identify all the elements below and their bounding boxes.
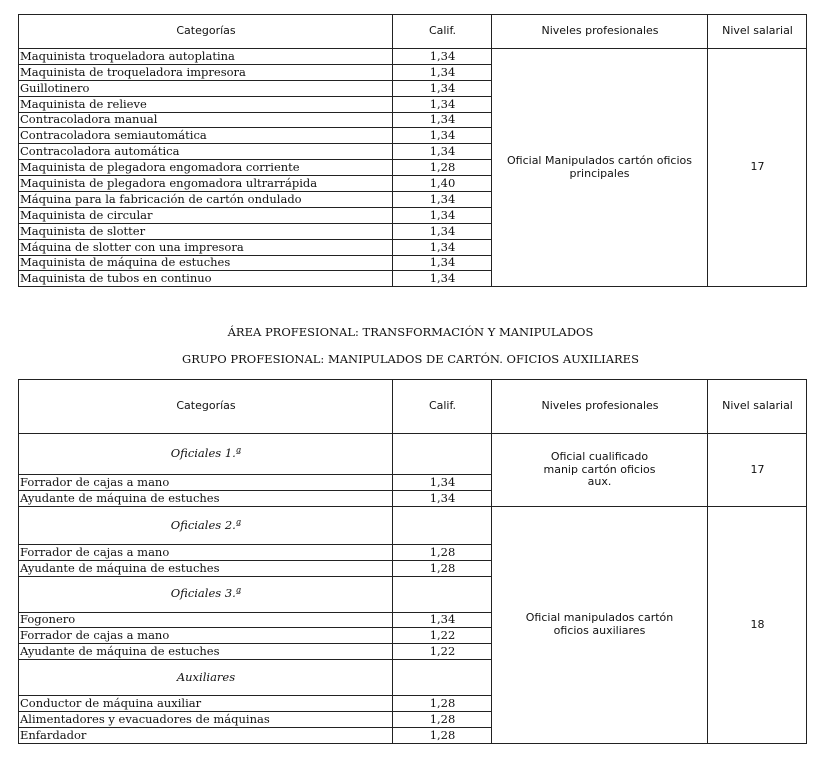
calif: 1,34 [393,490,492,506]
header-categorias: Categorías [19,380,393,434]
categoria: Máquina para la fabricación de cartón ondulado [19,192,393,208]
calif: 1,34 [393,475,492,491]
categoria: Enfardador [19,728,393,744]
calif: 1,28 [393,696,492,712]
empty-cell [393,660,492,696]
categoria: Forrador de cajas a mano [19,628,393,644]
categoria: Maquinista de troqueladora impresora [19,64,393,80]
header-categorias: Categorías [19,15,393,49]
calif: 1,34 [393,271,492,287]
categoria: Forrador de cajas a mano [19,544,393,560]
nivel-salarial-18: 18 [708,506,807,743]
calif: 1,34 [393,64,492,80]
calif: 1,34 [393,223,492,239]
categoria: Máquina de slotter con una impresora [19,239,393,255]
table-oficios-auxiliares [18,379,807,744]
calif: 1,34 [393,239,492,255]
calif: 1,34 [393,192,492,208]
calif: 1,28 [393,560,492,576]
categoria: Maquinista de plegadora engomadora corriente [19,160,393,176]
nivel-salarial-17: 17 [708,49,807,287]
categoria: Contracoladora semiautomática [19,128,393,144]
calif: 1,34 [393,207,492,223]
table1-body [19,49,807,287]
categoria: Ayudante de máquina de estuches [19,644,393,660]
categoria: Maquinista de plegadora engomadora ultrarrápida [19,176,393,192]
nivel-profesional-auxiliares: Oficial manipulados cartón oficios auxiliares [492,506,708,743]
section-title-oficiales-1: Oficiales 1.ª [19,434,393,475]
categoria: Contracoladora automática [19,144,393,160]
categoria: Maquinista de slotter [19,223,393,239]
calif: 1,28 [393,712,492,728]
nivel-profesional-principales: Oficial Manipulados cartón oficios principales [492,49,708,287]
header-calif: Calif. [393,15,492,49]
empty-cell [393,576,492,612]
header-nivel-salarial: Nivel salarial [708,15,807,49]
table-categorias-principales [18,14,807,287]
calif: 1,28 [393,728,492,744]
empty-cell [393,506,492,544]
empty-cell [393,434,492,475]
categoria: Maquinista de circular [19,207,393,223]
categoria: Guillotinero [19,80,393,96]
calif: 1,28 [393,160,492,176]
calif: 1,34 [393,144,492,160]
header-niveles-profesionales: Niveles profesionales [492,15,708,49]
nivel-salarial-17: 17 [708,434,807,507]
header-nivel-salarial: Nivel salarial [708,380,807,434]
calif: 1,34 [393,255,492,271]
categoria: Conductor de máquina auxiliar [19,696,393,712]
categoria: Ayudante de máquina de estuches [19,560,393,576]
calif: 1,34 [393,80,492,96]
group-heading: GRUPO PROFESIONAL: MANIPULADOS DE CARTÓN. OFICIOS AUXILIARES [182,352,639,366]
section-title-oficiales-3: Oficiales 3.ª [19,576,393,612]
nivel-profesional-cualificado: Oficial cualificado manip cartón oficios aux. [492,434,708,507]
categoria: Contracoladora manual [19,112,393,128]
calif: 1,34 [393,112,492,128]
categoria: Fogonero [19,612,393,628]
calif: 1,22 [393,644,492,660]
calif: 1,28 [393,544,492,560]
calif: 1,22 [393,628,492,644]
categoria: Maquinista de tubos en continuo [19,271,393,287]
categoria: Maquinista troqueladora autoplatina [19,49,393,65]
calif: 1,40 [393,176,492,192]
categoria: Maquinista de relieve [19,96,393,112]
calif: 1,34 [393,612,492,628]
table-row [19,49,807,65]
section-title-oficiales-2: Oficiales 2.ª [19,506,393,544]
header-niveles-profesionales: Niveles profesionales [492,380,708,434]
area-heading: ÁREA PROFESIONAL: TRANSFORMACIÓN Y MANIPULADOS [227,325,594,339]
header-calif: Calif. [393,380,492,434]
calif: 1,34 [393,96,492,112]
section-title-auxiliares: Auxiliares [19,660,393,696]
categoria: Forrador de cajas a mano [19,475,393,491]
categoria: Alimentadores y evacuadores de máquinas [19,712,393,728]
categoria: Maquinista de máquina de estuches [19,255,393,271]
calif: 1,34 [393,128,492,144]
calif: 1,34 [393,49,492,65]
categoria: Ayudante de máquina de estuches [19,490,393,506]
